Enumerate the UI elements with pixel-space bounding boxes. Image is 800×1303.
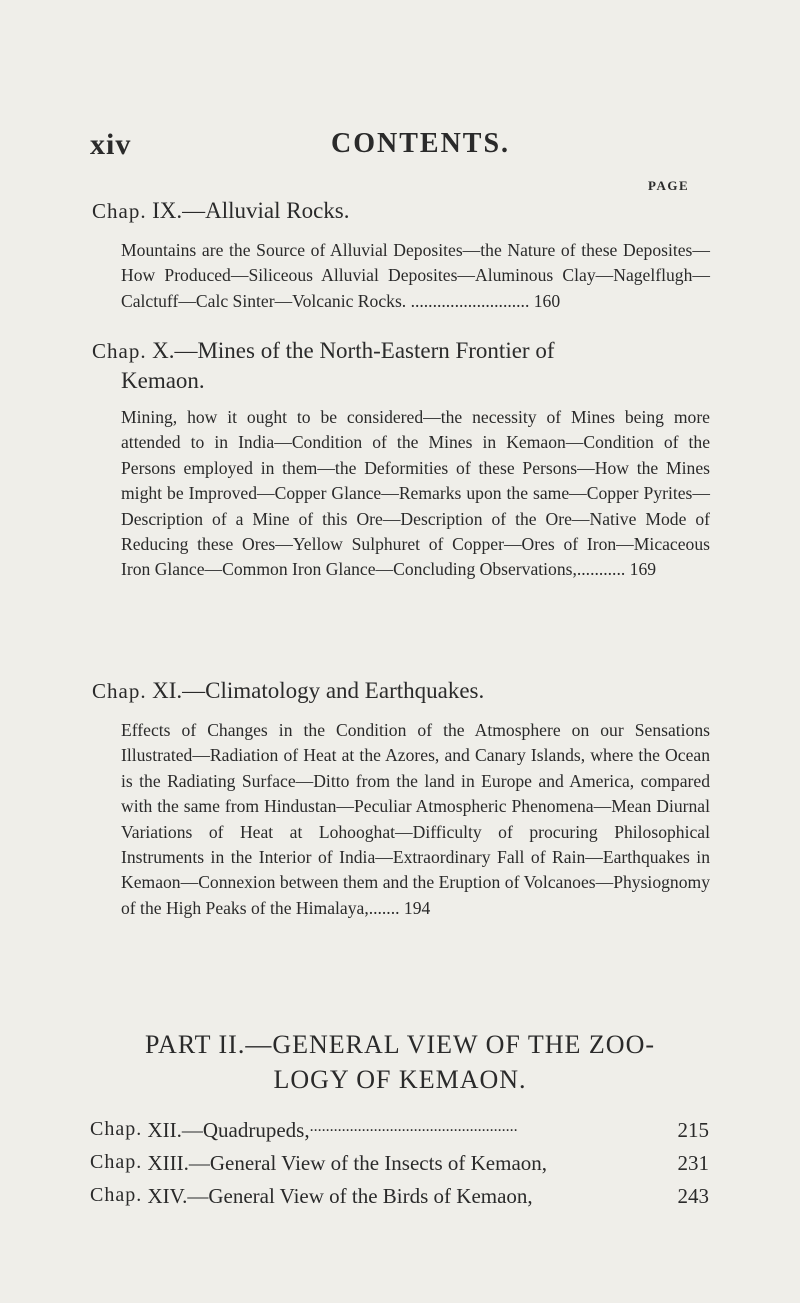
chapter-word: Chap. [92,679,147,703]
chapter-10-heading-continued [121,368,205,394]
running-title: CONTENTS. [331,128,511,159]
chapter-title: IX.—Alluvial Rocks. [152,198,350,223]
chapter-10-summary: Mining, how it ought to be considered—the necessity of Mines being more attended to in India—Condition of the Mines in Kemaon—Condition of the Persons employed in them—the Deformities of these Persons—How the Mines might be Improved—Copper Glance—Remarks upon the same—Copper Pyrites—Description of a Mine of this Ore—Description of the Ore—Native Mode of Reducing these Ores—Yellow Sulphuret of Copper—Ores of Iron—Micaceous Iron Glance—Common Iron Glance—Concluding Observations,........... 169 [121,407,710,580]
chapter-11-summary: Effects of Changes in the Condition of the Atmosphere on our Sensations Illustrated—Radiation of Heat at the Azores, and Canary Islands, where the Ocean is the Radiating Surface—Ditto from the land in Europe and America, compared with the same from Hindustan—Peculiar Atmospheric Phenomena—Mean Diurnal Variations of Heat at Lohooghat—Difficulty of procuring Philosophical Instruments in the Interior of India—Extraordinary Fall of Rain—Earthquakes in Kemaon—Connexion between them and the Eruption of Volcanoes—Physiognomy of the High Peaks of the Himalaya,....... 194 [121,720,710,918]
chapter-word: Chap. [92,339,147,363]
toc-line-chapter-12 [90,1118,709,1143]
chapter-word: Chap. [92,199,147,223]
chapter-11-heading [92,678,484,704]
chapter-9-heading [92,198,349,224]
toc-title: XIV.—General View of the Birds of Kemaon, [147,1184,533,1208]
dot-leader [547,1151,673,1176]
chapter-9-summary: Mountains are the Source of Alluvial Deposites—the Nature of these Deposites—How Produced—Siliceous Alluvial Deposites—Aluminous Clay—Nagelflugh—Calctuff—Calc Sinter—Volcanic Rocks. ........................... 160 [121,240,710,311]
toc-title: XIII.—General View of the Insects of Kemaon, [147,1151,548,1175]
toc-page-number: 231 [677,1151,709,1175]
chapter-word: Chap. [90,1151,143,1173]
chapter-10-heading [92,338,555,364]
page-header [90,128,750,164]
page-column-label: PAGE [648,178,690,193]
toc-page-number: 243 [677,1184,709,1208]
page-folio: xiv [90,128,132,161]
chapter-title-continued: Kemaon. [121,368,205,393]
chapter-title: XI.—Climatology and Earthquakes. [152,678,485,703]
chapter-word: Chap. [90,1184,143,1206]
toc-line-chapter-13 [90,1151,709,1176]
toc-line-chapter-14 [90,1184,709,1209]
part-heading-line-2: LOGY OF KEMAON. [273,1065,527,1094]
dot-leader: .................................................... [309,1118,518,1135]
toc-title: XII.—Quadrupeds, [147,1118,310,1142]
chapter-word: Chap. [90,1118,143,1140]
part-heading-line-1: PART II.—GENERAL VIEW OF THE ZOO- [144,1030,656,1059]
toc-page-number: 215 [677,1118,709,1142]
dot-leader [533,1184,674,1209]
chapter-title: X.—Mines of the North-Eastern Frontier of [152,338,555,363]
